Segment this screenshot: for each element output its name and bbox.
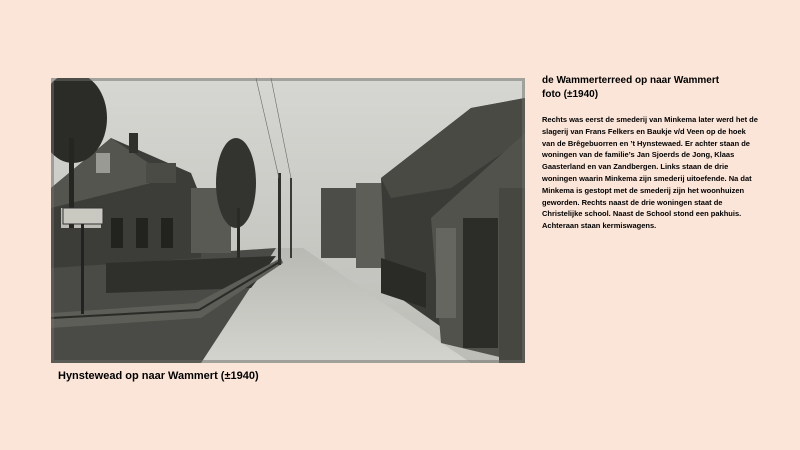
description-text: Rechts was eerst de smederij van Minkema later werd het de slagerij van Frans Felkers en Baukje v/d Veen op de hoek van de Brêgebuorren en ’t Hynstewaed. Er achter staan de woningen van de familie’s Jan Sjoerds de Jong, Klaas Gaasterland en van Zandbergen. Links staan de drie woningen waarin Minkema zijn smederij uitoefende. Na dat Minkema is gestopt met de smederij zijn het woonhuizen geworden. Rechts naast de drie woningen staat de Christelijke school. Naast de School stond een pakhuis. Achteraan staan kermiswagens. <box>542 115 758 231</box>
title-line-2: foto (±1940) <box>542 89 599 100</box>
photo-illustration <box>51 78 525 363</box>
historic-street-photo <box>51 78 525 363</box>
slide-title <box>542 74 782 102</box>
photo-caption: Hynstewead op naar Wammert (±1940) <box>58 370 259 382</box>
title-line-1: de Wammerterreed op naar Wammert <box>542 75 720 86</box>
